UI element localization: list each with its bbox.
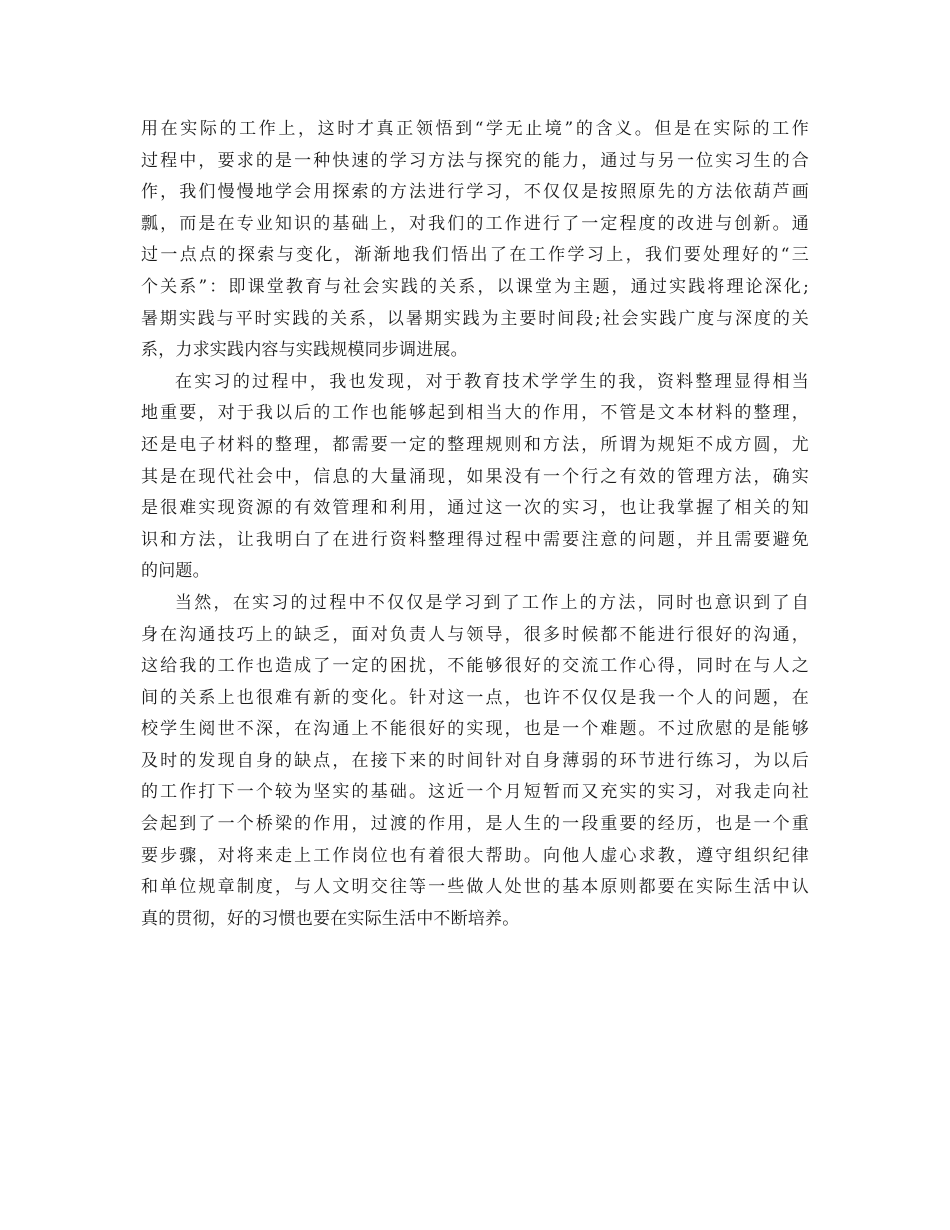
text-line: 识和方法，让我明白了在进行资料整理得过程中需要注意的问题，并且需要避免 [141,529,809,550]
text-line: 要步骤，对将来走上工作岗位也有着很大帮助。向他人虚心求教，遵守组织纪律 [141,845,809,866]
text-line: 过程中，要求的是一种快速的学习方法与探究的能力，通过与另一位实习生的合 [141,150,809,171]
text-line: 瓢，而是在专业知识的基础上，对我们的工作进行了一定程度的改进与创新。通 [141,213,809,234]
text-line: 作，我们慢慢地学会用探索的方法进行学习，不仅仅是按照原先的方法依葫芦画 [141,182,809,203]
text-line: 真的贯彻，好的习惯也要在实际生活中不断培养。 [141,908,520,929]
text-line: 用在实际的工作上，这时才真正领悟到“学无止境”的含义。但是在实际的工作 [141,119,809,139]
text-line: 的工作打下一个较为坚实的基础。这近一个月短暂而又充实的实习，对我走向社 [141,782,809,803]
text-line: 这给我的工作也造成了一定的困扰，不能够很好的交流工作心得，同时在与人之 [141,656,809,677]
text-line: 会起到了一个桥梁的作用，过渡的作用，是人生的一段重要的经历，也是一个重 [141,814,809,835]
text-line: 校学生阅世不深，在沟通上不能很好的实现，也是一个难题。不过欣慰的是能够 [141,719,809,740]
body-text [141,114,809,935]
text-line: 地重要，对于我以后的工作也能够起到相当大的作用，不管是文本材料的整理， [141,403,809,424]
text-line: 的问题。 [141,561,210,582]
text-line: 过一点点的探索与变化，渐渐地我们悟出了在工作学习上，我们要处理好的“三 [141,245,809,266]
text-line: 系，力求实践内容与实践规模同步调进展。 [141,340,468,361]
text-line: 其是在现代社会中，信息的大量涌现，如果没有一个行之有效的管理方法，确实 [141,466,809,487]
text-line: 还是电子材料的整理，都需要一定的整理规则和方法，所谓为规矩不成方圆，尤 [141,434,809,455]
text-line: 在实习的过程中，我也发现，对于教育技术学学生的我，资料整理显得相当 [175,371,809,392]
text-line: 及时的发现自身的缺点，在接下来的时间针对自身薄弱的环节进行练习，为以后 [141,750,809,771]
text-line: 是很难实现资源的有效管理和利用，通过这一次的实习，也让我掌握了相关的知 [141,498,809,519]
text-line: 和单位规章制度，与人文明交往等一些做人处世的基本原则都要在实际生活中认 [141,877,809,898]
text-line: 暑期实践与平时实践的关系，以暑期实践为主要时间段;社会实践广度与深度的关 [141,308,809,329]
text-line: 当然，在实习的过程中不仅仅是学习到了工作上的方法，同时也意识到了自 [175,592,809,613]
text-line: 个关系”：即课堂教育与社会实践的关系，以课堂为主题，通过实践将理论深化; [141,276,809,297]
text-line: 间的关系上也很难有新的变化。针对这一点，也许不仅仅是我一个人的问题，在 [141,687,809,708]
text-line: 身在沟通技巧上的缺乏，面对负责人与领导，很多时候都不能进行很好的沟通， [141,624,809,645]
